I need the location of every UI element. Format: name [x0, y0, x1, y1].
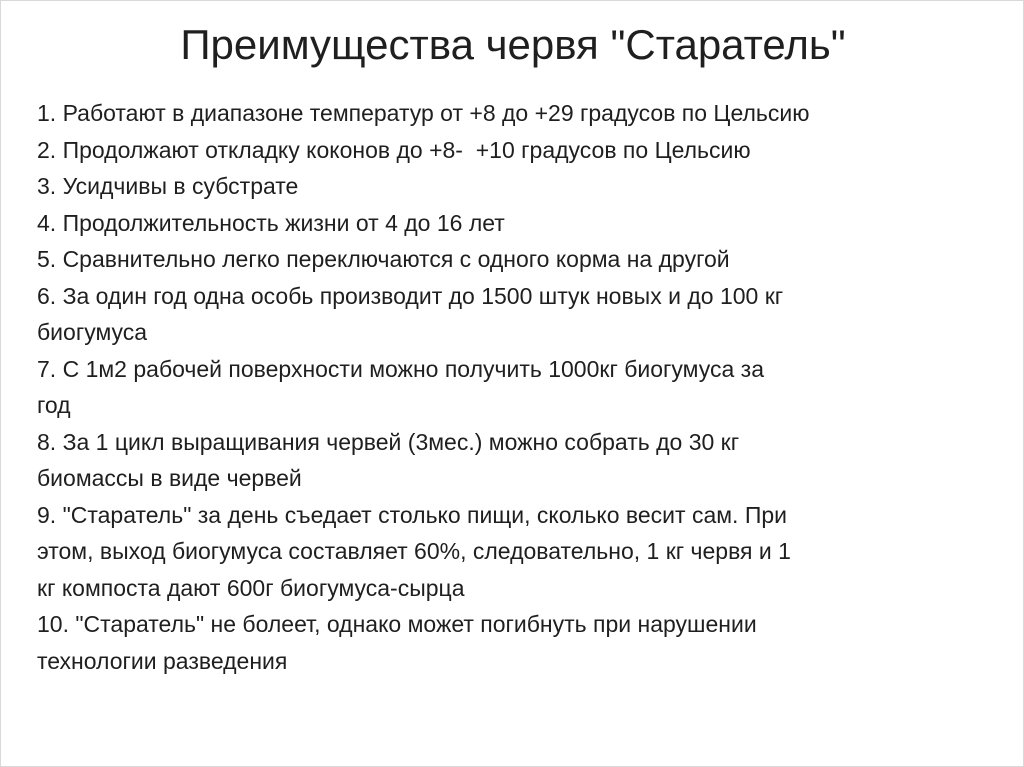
- list-item: 7. С 1м2 рабочей поверхности можно получить 1000кг биогумуса за год: [37, 355, 765, 418]
- slide-title: Преимущества червя "Старатель": [180, 21, 846, 68]
- list-item: 10. "Старатель" не болеет, однако может погибнуть при нарушении технологии разведения: [37, 611, 757, 674]
- list-item: 3. Усидчивы в субстрате: [37, 173, 299, 199]
- list-item: 2. Продолжают откладку коконов до +8- +10 градусов по Цельсию: [37, 136, 751, 163]
- list-item: 9. "Старатель" за день съедает столько пищи, сколько весит сам. При этом, выход биогумуса составляет 60%, следовательно, 1 кг червя и 1 кг компоста дают 600г биогумуса-сырца: [37, 501, 791, 601]
- list-item: 4. Продолжительность жизни от 4 до 16 лет: [37, 209, 505, 236]
- list-item: 8. За 1 цикл выращивания червей (3мес.) можно собрать до 30 кг биомассы в виде червей: [37, 428, 740, 491]
- advantages-list: [37, 95, 997, 679]
- list-item: 6. За один год одна особь производит до 1500 штук новых и до 100 кг биогумуса: [37, 282, 784, 345]
- list-item: 1. Работают в диапазоне температур от +8 до +29 градусов по Цельсию: [37, 100, 810, 126]
- list-item: 5. Сравнительно легко переключаются с одного корма на другой: [37, 246, 730, 272]
